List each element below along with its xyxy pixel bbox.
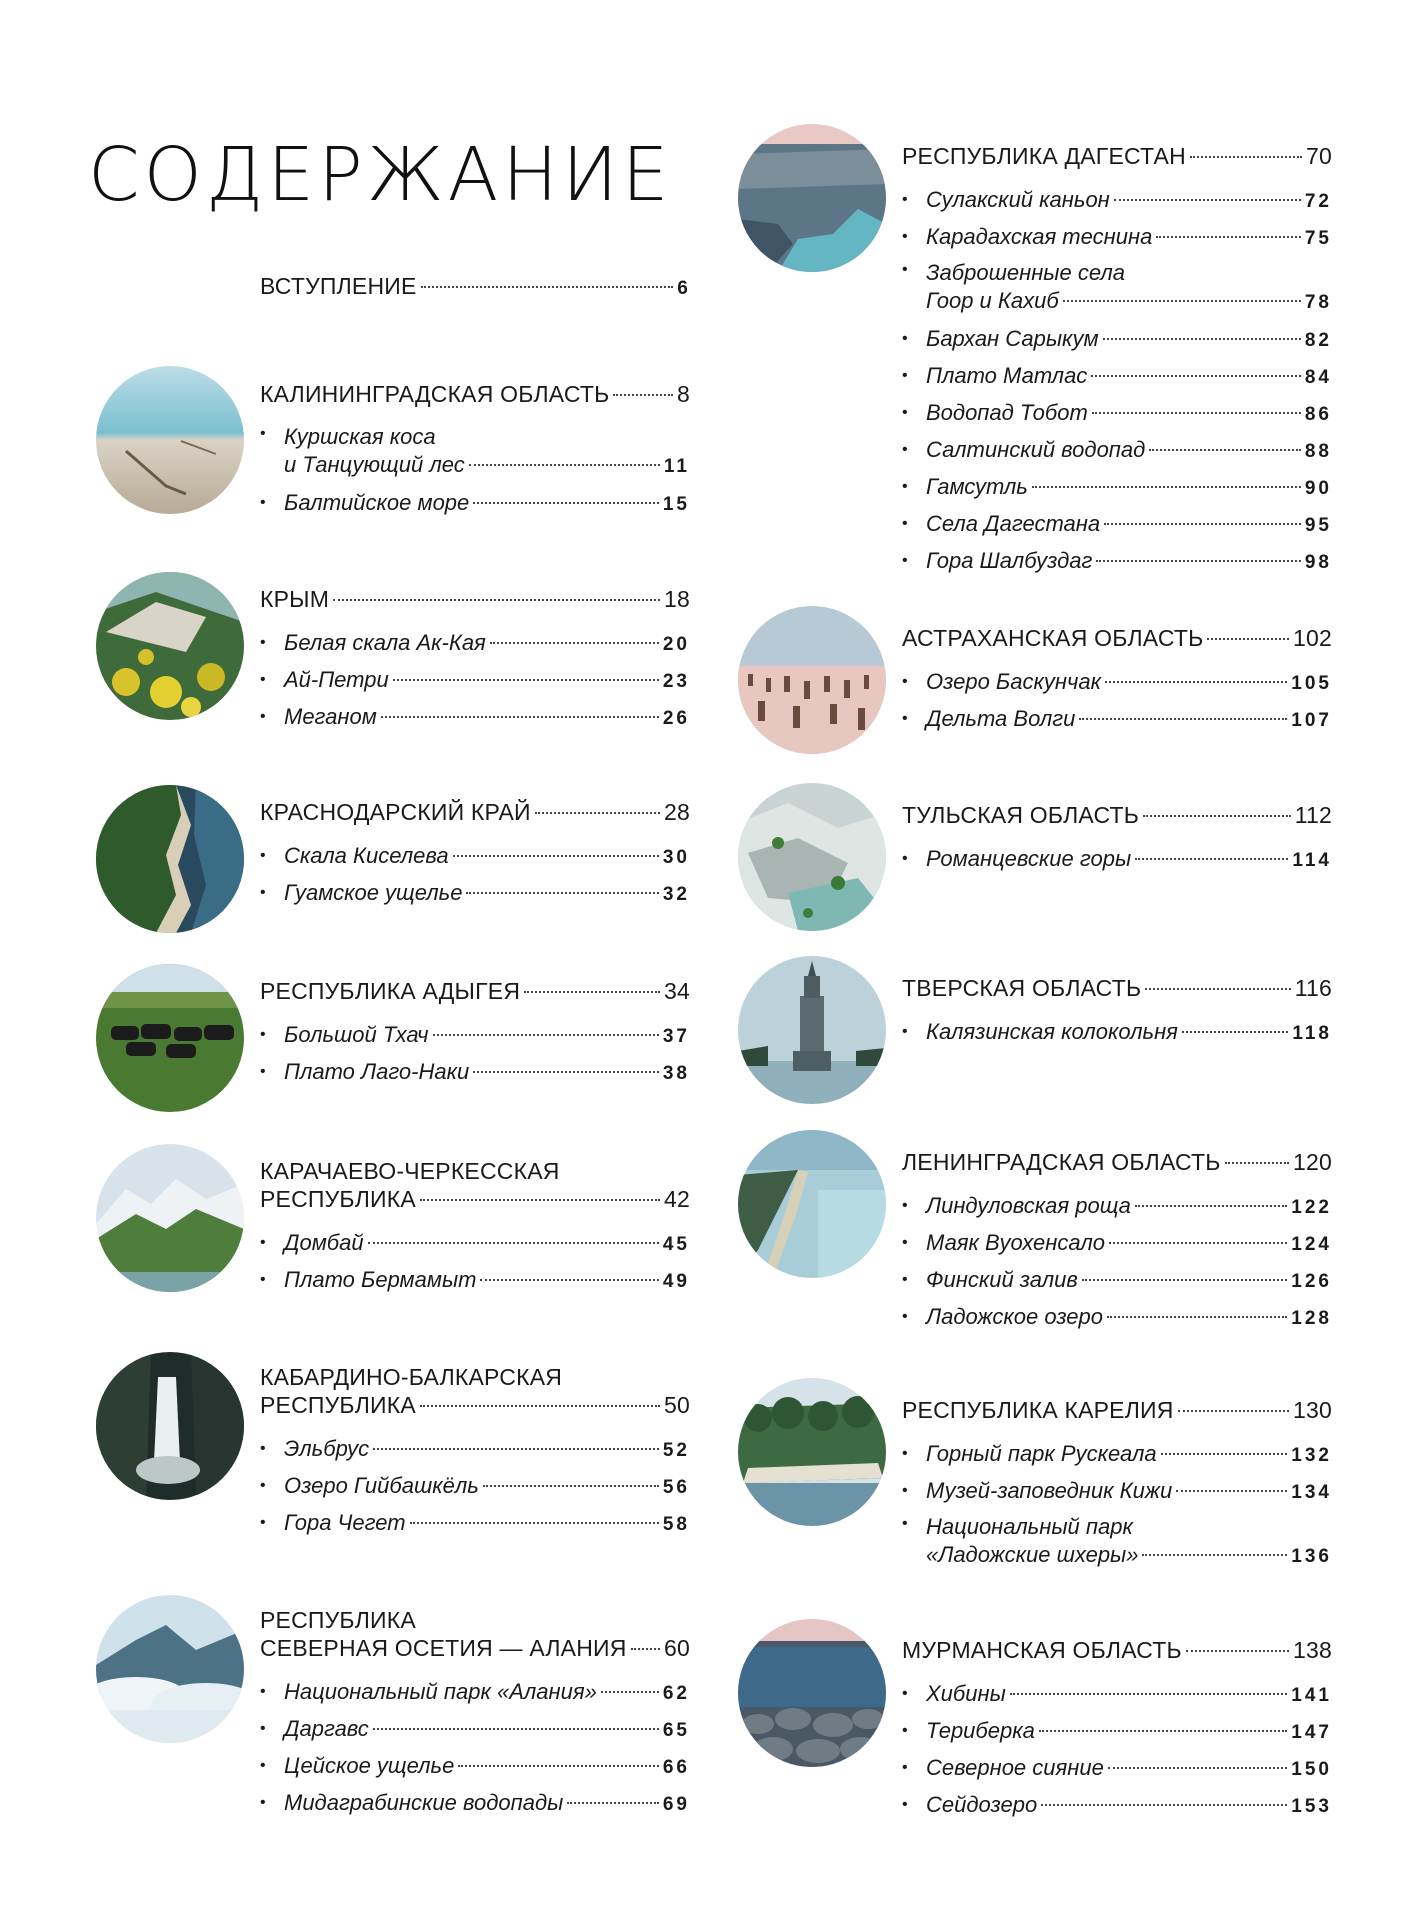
item-label: • Гуамское ущелье <box>284 880 463 905</box>
toc-item[interactable] <box>902 432 1332 469</box>
leader-dots <box>466 892 658 894</box>
item-label: • Линдуловская роща <box>926 1193 1131 1218</box>
leader-dots <box>373 1448 659 1450</box>
toc-item[interactable] <box>902 1713 1332 1750</box>
item-label: • Балтийское море <box>284 490 470 515</box>
toc-item[interactable] <box>260 1225 690 1262</box>
leader-dots <box>1096 560 1301 562</box>
leader-dots <box>473 1071 659 1073</box>
item-label: • Цейское ущелье <box>284 1753 455 1778</box>
item-page: 66 <box>662 1757 690 1778</box>
section-title: ЛЕНИНГРАДСКАЯ ОБЛАСТЬ <box>902 1149 1221 1175</box>
item-label-line1: • Национальный парк <box>926 1514 1133 1539</box>
toc-item[interactable] <box>260 1505 690 1542</box>
toc-section[interactable] <box>260 1606 690 1822</box>
toc-item[interactable] <box>260 1431 690 1468</box>
leader-dots <box>1149 449 1301 451</box>
toc-item[interactable] <box>260 662 690 699</box>
toc-item[interactable] <box>260 1785 690 1822</box>
item-page: 122 <box>1291 1197 1332 1218</box>
section-page: 50 <box>664 1392 690 1418</box>
item-label: • Горный парк Рускеала <box>926 1441 1157 1466</box>
toc-section[interactable] <box>902 624 1332 738</box>
leader-dots <box>1114 199 1301 201</box>
item-page: 62 <box>662 1683 690 1704</box>
toc-section[interactable] <box>902 1148 1332 1336</box>
toc-item[interactable] <box>902 1510 1332 1575</box>
item-page: 95 <box>1304 515 1332 536</box>
toc-item[interactable] <box>902 1787 1332 1824</box>
section-page: 116 <box>1294 975 1332 1001</box>
item-label: • Дельта Волги <box>926 706 1076 731</box>
toc-intro[interactable] <box>260 272 688 303</box>
photo-astrakhan-posts <box>738 606 886 754</box>
item-page: 150 <box>1291 1759 1332 1780</box>
toc-section[interactable] <box>260 585 690 736</box>
section-page: 70 <box>1306 143 1332 169</box>
toc-item[interactable] <box>260 1262 690 1299</box>
leader-dots <box>1135 858 1288 860</box>
item-page: 56 <box>662 1477 690 1498</box>
toc-item[interactable] <box>902 256 1332 321</box>
item-label: • Даргавс <box>284 1716 369 1741</box>
toc-section[interactable] <box>902 1636 1332 1824</box>
item-label: • Плато Матлас <box>926 363 1088 388</box>
photo-dagestan-canyon <box>738 124 886 272</box>
leader-dots <box>1176 1490 1287 1492</box>
item-page: 124 <box>1291 1234 1332 1255</box>
section-page: 138 <box>1293 1637 1332 1663</box>
toc-section[interactable] <box>260 1157 690 1299</box>
item-label: • Домбай <box>284 1230 364 1255</box>
toc-section[interactable] <box>260 1363 690 1542</box>
item-label: и Танцующий лес <box>284 452 465 477</box>
photo-adygea-horses <box>96 964 244 1112</box>
item-page: 147 <box>1291 1722 1332 1743</box>
toc-item[interactable] <box>260 1748 690 1785</box>
leader-dots <box>490 642 659 644</box>
item-label: Гоор и Кахиб <box>926 288 1059 313</box>
intro-page: 6 <box>677 278 688 299</box>
item-label: • Сулакский каньон <box>926 187 1110 212</box>
toc-section[interactable] <box>260 977 690 1091</box>
item-label: • Маяк Вуохенсало <box>926 1230 1105 1255</box>
item-label: • Северное сияние <box>926 1755 1104 1780</box>
toc-item[interactable] <box>902 1676 1332 1713</box>
toc-item[interactable] <box>902 701 1332 738</box>
leader-dots <box>1103 338 1301 340</box>
leader-dots <box>473 502 659 504</box>
item-label-line1: • Заброшенные села <box>926 260 1125 285</box>
leader-dots <box>1145 988 1290 990</box>
section-title: РЕСПУБЛИКА <box>260 1186 416 1212</box>
toc-item[interactable] <box>902 1225 1332 1262</box>
item-page: 105 <box>1291 673 1332 694</box>
item-page: 134 <box>1291 1482 1332 1503</box>
section-title: РЕСПУБЛИКА КАРЕЛИЯ <box>902 1397 1174 1423</box>
leader-dots <box>1143 815 1291 817</box>
photo-tula-hills <box>738 783 886 931</box>
toc-item[interactable] <box>260 420 690 485</box>
section-title: СЕВЕРНАЯ ОСЕТИЯ — АЛАНИЯ <box>260 1635 627 1661</box>
item-page: 15 <box>662 494 690 515</box>
section-page: 130 <box>1293 1397 1332 1423</box>
toc-section[interactable] <box>902 142 1332 580</box>
section-page: 18 <box>664 586 690 612</box>
item-label: • Плато Бермамыт <box>284 1267 477 1292</box>
leader-dots <box>368 1242 659 1244</box>
leader-dots <box>1135 1205 1287 1207</box>
toc-item[interactable] <box>902 1262 1332 1299</box>
section-title: РЕСПУБЛИКА АДЫГЕЯ <box>260 978 521 1004</box>
toc-item[interactable] <box>902 395 1332 432</box>
item-page: 136 <box>1291 1546 1332 1567</box>
leader-dots <box>1107 1316 1287 1318</box>
item-page: 98 <box>1304 552 1332 573</box>
toc-item[interactable] <box>260 1054 690 1091</box>
leader-dots <box>393 679 659 681</box>
toc-item[interactable] <box>902 321 1332 358</box>
item-label: • Скала Киселева <box>284 843 449 868</box>
intro-label: ВСТУПЛЕНИЕ <box>260 273 417 299</box>
item-label: • Салтинский водопад <box>926 437 1146 462</box>
item-page: 30 <box>662 847 690 868</box>
toc-item[interactable] <box>260 875 690 912</box>
item-page: 107 <box>1291 710 1332 731</box>
item-label: • Карадахская теснина <box>926 224 1153 249</box>
toc-section[interactable] <box>902 1396 1332 1575</box>
section-page: 102 <box>1293 625 1332 651</box>
section-title: АСТРАХАНСКАЯ ОБЛАСТЬ <box>902 625 1204 651</box>
leader-dots <box>453 855 659 857</box>
item-label: • Ай-Петри <box>284 667 389 692</box>
item-page: 23 <box>662 671 690 692</box>
photo-kaliningrad-dunes <box>96 366 244 514</box>
toc-item[interactable] <box>902 841 1332 878</box>
toc-item[interactable] <box>902 1750 1332 1787</box>
leader-dots <box>1010 1693 1287 1695</box>
item-label: • Национальный парк «Алания» <box>284 1679 597 1704</box>
leader-dots <box>420 1405 660 1407</box>
leader-dots <box>1079 718 1287 720</box>
leader-dots <box>613 394 673 396</box>
toc-item[interactable] <box>902 1436 1332 1473</box>
leader-dots <box>1190 156 1302 158</box>
item-label: • Гора Чегет <box>284 1510 406 1535</box>
leader-dots <box>420 1199 660 1201</box>
leader-dots <box>483 1485 659 1487</box>
leader-dots <box>524 991 660 993</box>
item-label: • Мидаграбинские водопады <box>284 1790 564 1815</box>
leader-dots <box>480 1279 658 1281</box>
leader-dots <box>1225 1162 1289 1164</box>
photo-krasnodar-coast <box>96 785 244 933</box>
toc-item[interactable] <box>902 1473 1332 1510</box>
leader-dots <box>1161 1453 1288 1455</box>
item-page: 52 <box>662 1440 690 1461</box>
item-label: • Бархан Сарыкум <box>926 326 1099 351</box>
leader-dots <box>1182 1031 1288 1033</box>
toc-item[interactable] <box>902 664 1332 701</box>
section-page: 28 <box>664 799 690 825</box>
item-page: 90 <box>1304 478 1332 499</box>
item-page: 11 <box>663 456 690 477</box>
item-page: 84 <box>1304 367 1332 388</box>
photo-kchr-mountains <box>96 1144 244 1292</box>
item-label: • Сейдозеро <box>926 1792 1038 1817</box>
toc-item[interactable] <box>902 358 1332 395</box>
item-label: • Хибины <box>926 1681 1006 1706</box>
item-label: • Озеро Гийбашкёль <box>284 1473 479 1498</box>
leader-dots <box>535 812 660 814</box>
section-page: 60 <box>664 1635 690 1661</box>
item-label: • Эльбрус <box>284 1436 370 1461</box>
item-page: 45 <box>662 1234 690 1255</box>
item-page: 37 <box>662 1026 690 1047</box>
section-title: КРАСНОДАРСКИЙ КРАЙ <box>260 799 531 825</box>
leader-dots <box>1063 300 1301 302</box>
toc-item[interactable] <box>902 182 1332 219</box>
leader-dots <box>601 1691 659 1693</box>
item-page: 58 <box>662 1514 690 1535</box>
leader-dots <box>1178 1410 1289 1412</box>
section-page: 8 <box>677 381 690 407</box>
section-title: РЕСПУБЛИКА ДАГЕСТАН <box>902 143 1186 169</box>
leader-dots <box>1092 412 1301 414</box>
section-page: 120 <box>1293 1149 1332 1175</box>
item-page: 126 <box>1291 1271 1332 1292</box>
leader-dots <box>1156 236 1301 238</box>
toc-item[interactable] <box>260 838 690 875</box>
item-label: • Озеро Баскунчак <box>926 669 1101 694</box>
section-title: МУРМАНСКАЯ ОБЛАСТЬ <box>902 1637 1182 1663</box>
item-label: • Гамсутль <box>926 474 1028 499</box>
item-label-line1: • Куршская коса <box>284 424 436 449</box>
leader-dots <box>410 1522 659 1524</box>
section-page: 34 <box>664 978 690 1004</box>
leader-dots <box>1104 523 1301 525</box>
photo-tver-belltower <box>738 956 886 1104</box>
page-title: СОДЕРЖАНИЕ <box>88 132 673 218</box>
leader-dots <box>1039 1730 1287 1732</box>
item-page: 69 <box>662 1794 690 1815</box>
toc-item[interactable] <box>260 1711 690 1748</box>
toc-item[interactable] <box>902 219 1332 256</box>
section-title-line1: КАРАЧАЕВО-ЧЕРКЕССКАЯ <box>260 1158 560 1184</box>
item-page: 38 <box>662 1063 690 1084</box>
section-page: 42 <box>664 1186 690 1212</box>
item-page: 49 <box>662 1271 690 1292</box>
section-title: ТВЕРСКАЯ ОБЛАСТЬ <box>902 975 1142 1001</box>
section-title: КАЛИНИНГРАДСКАЯ ОБЛАСТЬ <box>260 381 610 407</box>
item-page: 132 <box>1291 1445 1332 1466</box>
section-title: КРЫМ <box>260 586 330 612</box>
item-page: 20 <box>662 634 690 655</box>
section-title-line1: РЕСПУБЛИКА <box>260 1607 416 1633</box>
photo-kbr-waterfall <box>96 1352 244 1500</box>
item-label: • Меганом <box>284 704 377 729</box>
item-label: «Ладожские шхеры» <box>926 1542 1139 1567</box>
item-label: • Водопад Тобот <box>926 400 1088 425</box>
item-label: • Ладожское озеро <box>926 1304 1104 1329</box>
leader-dots <box>373 1728 659 1730</box>
leader-dots <box>458 1765 658 1767</box>
toc-item[interactable] <box>902 543 1332 580</box>
item-page: 32 <box>662 884 690 905</box>
leader-dots <box>433 1034 659 1036</box>
toc-item[interactable] <box>902 1188 1332 1225</box>
section-title-line1: КАБАРДИНО-БАЛКАРСКАЯ <box>260 1364 563 1390</box>
item-page: 86 <box>1304 404 1332 425</box>
section-title: РЕСПУБЛИКА <box>260 1392 416 1418</box>
toc-item[interactable] <box>902 506 1332 543</box>
toc-item[interactable] <box>260 485 690 522</box>
photo-ossetia-clouds <box>96 1595 244 1743</box>
toc-item[interactable] <box>260 1468 690 1505</box>
photo-karelia-shore <box>738 1378 886 1526</box>
item-page: 88 <box>1304 441 1332 462</box>
toc-item[interactable] <box>902 1014 1332 1051</box>
section-title: ТУЛЬСКАЯ ОБЛАСТЬ <box>902 802 1140 828</box>
item-page: 72 <box>1304 191 1332 212</box>
item-label: • Музей-заповедник Кижи <box>926 1478 1173 1503</box>
toc-item[interactable] <box>902 469 1332 506</box>
toc-item[interactable] <box>260 625 690 662</box>
toc-item[interactable] <box>260 699 690 736</box>
leader-dots <box>1041 1804 1287 1806</box>
item-page: 26 <box>662 708 690 729</box>
item-page: 75 <box>1304 228 1332 249</box>
toc-item[interactable] <box>902 1299 1332 1336</box>
item-label: • Калязинская колокольня <box>926 1019 1178 1044</box>
leader-dots <box>1032 486 1301 488</box>
photo-murmansk-stones <box>738 1619 886 1767</box>
leader-dots <box>1091 375 1301 377</box>
leader-dots <box>381 716 659 718</box>
item-page: 118 <box>1292 1023 1332 1044</box>
leader-dots <box>333 599 660 601</box>
item-page: 114 <box>1292 850 1332 871</box>
toc-item[interactable] <box>260 1674 690 1711</box>
leader-dots <box>1186 1650 1289 1652</box>
leader-dots <box>1105 681 1287 683</box>
leader-dots <box>631 1648 660 1650</box>
leader-dots <box>567 1802 659 1804</box>
item-label: • Плато Лаго-Наки <box>284 1059 470 1084</box>
item-page: 153 <box>1291 1796 1332 1817</box>
item-label: • Романцевские горы <box>926 846 1132 871</box>
item-page: 65 <box>662 1720 690 1741</box>
item-label: • Гора Шалбуздаг <box>926 548 1093 573</box>
leader-dots <box>1207 638 1289 640</box>
photo-crimea-flowers <box>96 572 244 720</box>
leader-dots <box>1142 1554 1287 1556</box>
toc-section[interactable] <box>902 974 1332 1051</box>
leader-dots <box>1082 1279 1287 1281</box>
leader-dots <box>1109 1242 1287 1244</box>
item-label: • Большой Тхач <box>284 1022 429 1047</box>
item-page: 141 <box>1291 1685 1332 1706</box>
item-label: • Белая скала Ак-Кая <box>284 630 486 655</box>
section-page: 112 <box>1294 802 1332 828</box>
toc-section[interactable] <box>260 380 690 522</box>
item-page: 82 <box>1304 330 1332 351</box>
item-page: 128 <box>1291 1308 1332 1329</box>
photo-leningrad-coast <box>738 1130 886 1278</box>
toc-item[interactable] <box>260 1017 690 1054</box>
leader-dots <box>469 464 660 466</box>
toc-section[interactable] <box>260 798 690 912</box>
leader-dots <box>1108 1767 1287 1769</box>
item-label: • Села Дагестана <box>926 511 1101 536</box>
toc-section[interactable] <box>902 801 1332 878</box>
item-label: • Териберка <box>926 1718 1035 1743</box>
leader-dots <box>421 286 674 288</box>
item-page: 78 <box>1304 292 1332 313</box>
item-label: • Финский залив <box>926 1267 1078 1292</box>
